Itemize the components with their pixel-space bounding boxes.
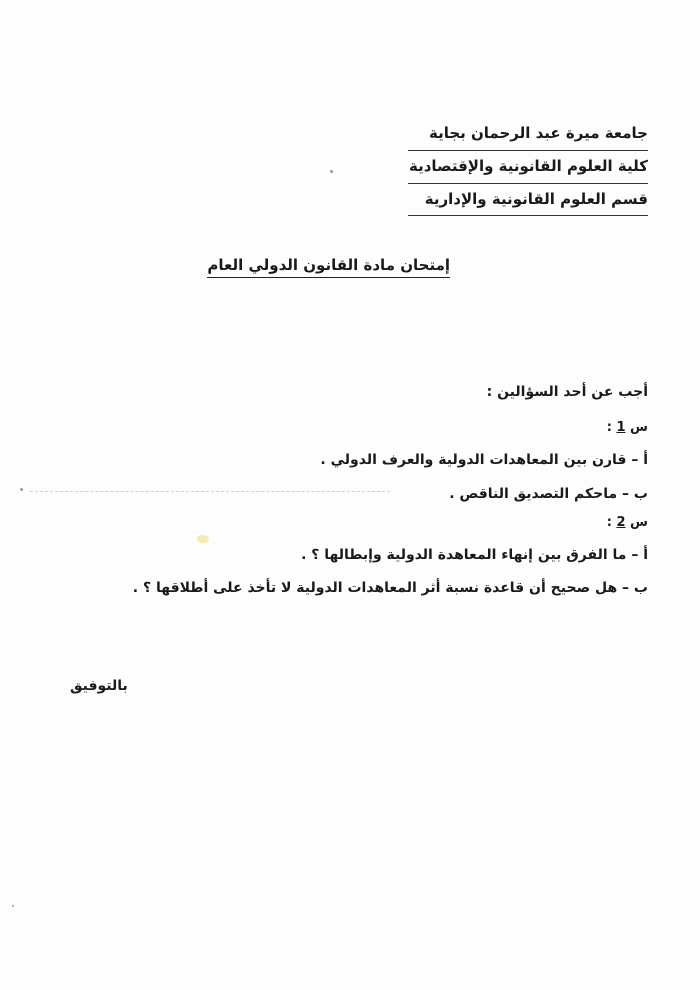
question-label-text: س [630,420,648,435]
question-2-item-a: أ – ما الفرق بين إنهاء المعاهدة الدولية وإبطالها ؟ . [301,547,648,563]
scan-speck [20,488,23,491]
closing-text: بالتوفيق [70,678,128,694]
question-1-item-b: ب – ماحكم التصديق الناقص . [449,486,648,502]
header-underline-2 [408,183,648,184]
department-name: قسم العلوم القانونية والإدارية [424,190,648,208]
header-underline-1 [408,150,648,151]
scan-artifact-stain [197,535,209,543]
instruction: أجب عن أحد السؤالين : [486,384,648,400]
scan-speck [330,170,333,173]
faculty-name: كلية العلوم القانونية والإقتصادية [408,157,648,175]
university-name: جامعة ميرة عبد الرحمان بجاية [428,124,648,142]
scan-artifact-line [30,491,390,492]
exam-title: إمتحان مادة القانون الدولي العام [207,256,450,278]
header-underline-3 [408,215,648,216]
scan-speck [12,905,14,907]
question-number: 2 [616,515,626,530]
question-1-label [607,420,648,435]
question-2-item-b: ب – هل صحيح أن قاعدة نسبة أثر المعاهدات الدولية لا تأخذ على أطلاقها ؟ . [132,580,648,596]
question-label-text: س [630,515,648,530]
question-colon: : [606,420,612,435]
question-2-label [607,515,648,530]
question-1-item-a: أ – قارن بين المعاهدات الدولية والعرف الدولي . [320,452,648,468]
question-colon: : [606,515,612,530]
question-number: 1 [616,420,626,435]
